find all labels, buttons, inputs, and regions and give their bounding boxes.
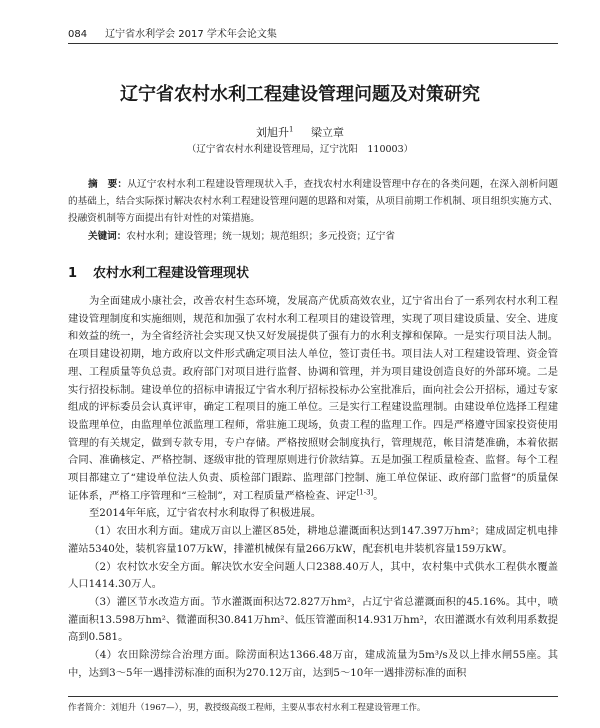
- paragraph-text: 为全面建成小康社会，改善农村生态环境，发展高产优质高效农业，辽宁省出台了一系列农村水利工程建设管理制度和实施细则，规范和加强了农村水利工程项目的建设管理，实现了项目建设质量、安全、进度和效益的统一，为全省经济社会实现又快又好发展提供了强有力的水利支撑和保障。一是实行项目法人制。在项目建设初期，地方政府以文件形式确定项目法人单位，签订责任书。项目法人对工程建设管理、资金管理、工程质量等负总责。政府部门对项目进行监督、协调和管理，并为项目建设创造良好的外部环境。二是实行招投标制。建设单位的招标申请报辽宁省水利厅招标投标办公室批准后，面向社会公开招标，通过专家组成的评标委员会认真评审，确定工程项目的施工单位。三是实行工程建设监理制。由建设单位选择工程建设监理单位，由监理单位派监理工程师，常驻施工现场，负责工程的监理工作。四是严格遵守国家投资使用管理的有关规定，做到专款专用，专户存储。严格按照财会制度执行，管理规范，帐目清楚准确，本着依据合同、准确核定、严格控制、逐级审批的管理原则进行价款结算。五是加强工程质量检查、监督。每个工程项目都建立了“建设单位法人负责、质检部门跟踪、监理部门控制、施工单位保证、政府部门监督”的质量保证体系，严格工序管理和“三检制”，对工程质量严格检查、评定: [68, 295, 558, 502]
- page-number: 084: [68, 29, 88, 40]
- section-number: 1: [68, 266, 78, 281]
- footnote-text: 刘旭升（1967—），男，教授级高级工程师，主要从事农村水利工程建设管理工作。: [110, 703, 426, 713]
- running-head: [68, 24, 558, 44]
- paragraph: （3）灌区节水改造方面。节水灌溉面积达72.827万hm²，占辽宁省总灌溉面积的45.16%。其中，喷灌面积13.598万hm²、微灌面积30.841万hm²、低压管灌面积14.931万hm²，农田灌溉水有效利用系数提高到0.581。: [68, 595, 558, 644]
- author-1: 刘旭升: [256, 126, 290, 139]
- paper-title: 辽宁省农村水利工程建设管理问题及对策研究: [120, 84, 480, 105]
- paragraph: （2）农村饮水安全方面。解决饮水安全问题人口2388.40万人，其中，农村集中式供水工程供水覆盖人口1414.30万人。: [68, 560, 558, 591]
- keywords-label: 关键词：: [88, 231, 127, 242]
- abstract-label: 摘 要：: [88, 179, 128, 190]
- paragraph: [68, 293, 558, 505]
- paragraph: （4）农田除涝综合治理方面。除涝面积达1366.48万亩，建成流量为5m³/s及以上排水闸55座。其中，达到3～5年一遇排涝标准的面积为270.12万亩，达到5～10年一遇排涝标准的面积: [68, 649, 558, 679]
- abstract-text: 从辽宁农村水利工程建设管理现状入手，查找农村水利建设管理中存在的各类问题，在深入剖析问题的基础上，结合实际探讨解决农村水利工程建设管理问题的思路和对策，从项目前期工作机制、项目组织实施方式、投融资机制等方面提出有针对性的对策措施。: [68, 179, 559, 224]
- journal-name: 辽宁省水利学会 2017 学术年会论文集: [105, 29, 277, 40]
- abstract: [68, 176, 558, 227]
- author-line: [0, 124, 600, 140]
- keywords: [88, 228, 558, 242]
- affiliation: （辽宁省农村水利建设管理局，辽宁沈阳 110003）: [186, 144, 414, 155]
- section-heading: [68, 262, 249, 281]
- author-2: 梁立章: [310, 126, 344, 139]
- section-title: 农村水利工程建设管理现状: [93, 266, 250, 281]
- paragraph-end: 。: [373, 489, 384, 502]
- keywords-text: 农村水利；建设管理；统一规划；规范组织；多元投资；辽宁省: [126, 231, 395, 242]
- footnote-label: 作者简介：: [68, 703, 111, 713]
- body-text: [68, 293, 558, 682]
- citation: [1-3]: [356, 488, 374, 497]
- paragraph: （1）农田水利方面。建成万亩以上灌区85处，耕地总灌溉面积达到147.397万hm²；建成固定机电排灌站5340处，装机容量107万kW，排灌机械保有量266万kW，配套机电井装机容量159万kW。: [68, 525, 558, 555]
- author-footnote: [68, 696, 558, 713]
- paragraph: 至2014年年底，辽宁省农村水利取得了积极进展。: [89, 507, 322, 520]
- author-1-affil-mark: 1: [289, 125, 294, 134]
